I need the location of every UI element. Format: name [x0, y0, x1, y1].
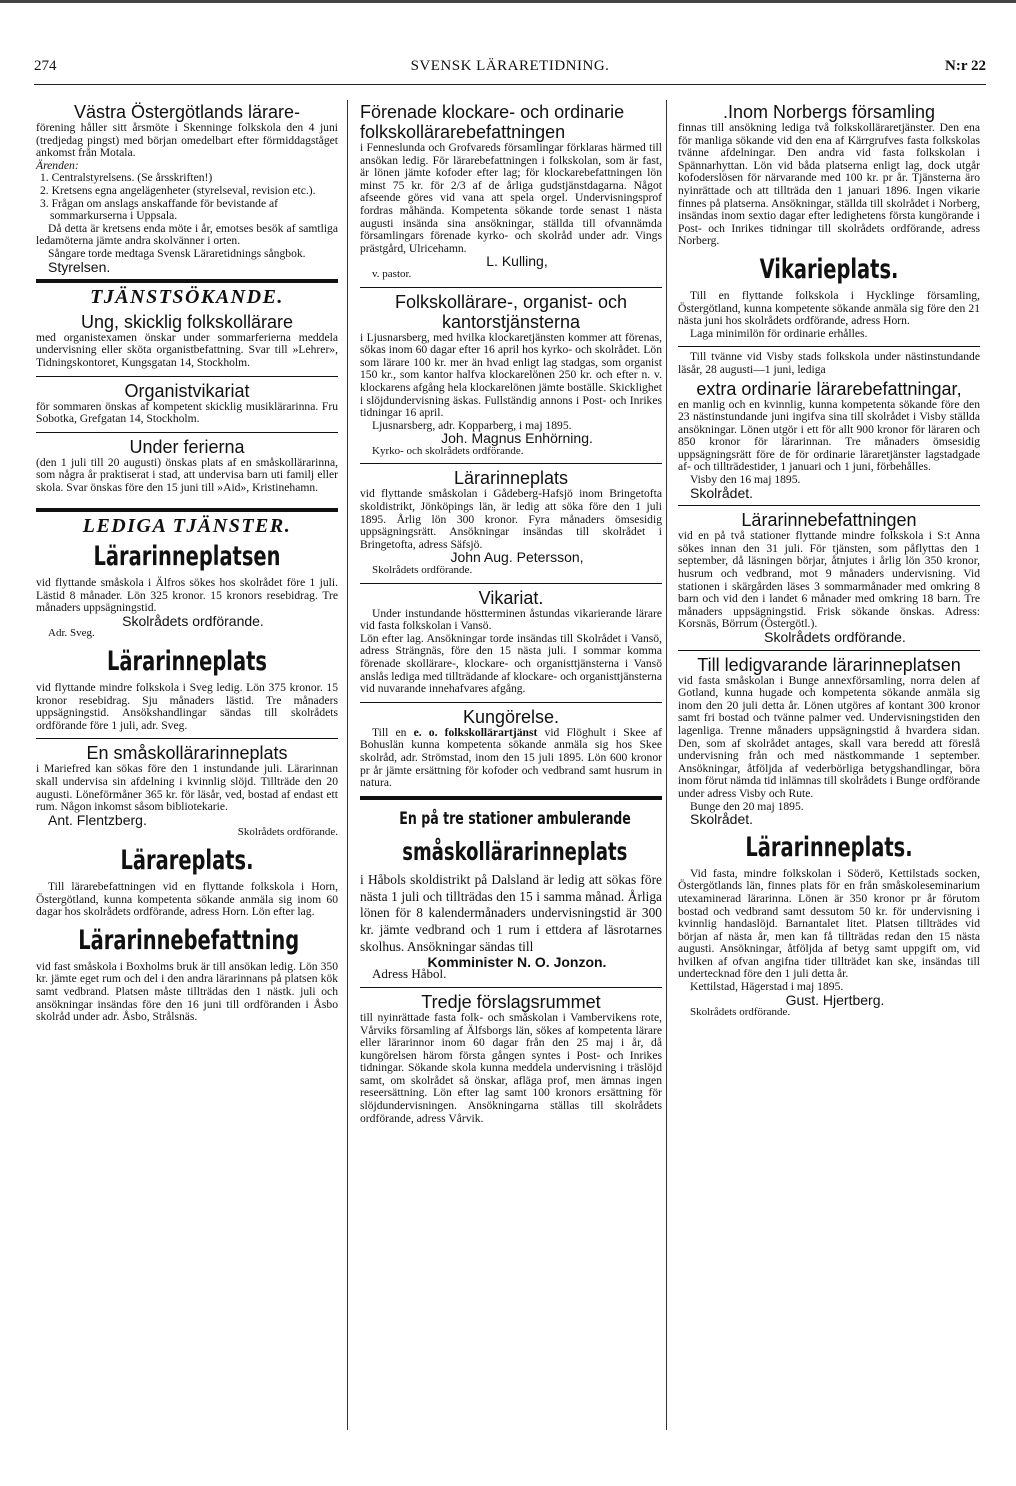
- section-rule: [36, 508, 338, 512]
- ad-signature: Komminister N. O. Jonzon.: [427, 953, 607, 970]
- ad-divider: [36, 376, 338, 377]
- ad-heading: Lärarinneplats.: [745, 831, 913, 863]
- ad-text-bold: e. o. folkskollärartjänst: [413, 725, 538, 739]
- ad-signature: Skolrådets ordförande.: [122, 612, 264, 629]
- ad-text: Vid fasta, mindre folkskolan i Söderö, Kettilstads socken, Östergötlands län, finnes plats för en från småskoleseminarium utexaminerad lärarinna. Lönen är 350 kronor pr år förutom bostad och vedbrand samt dessutom 50 kr. för undervisning i kvinnlig handaslöjd. Barnantalet litet. Platsen tillträdes vid början af nästa år, men kan få tillträdas redan den 15 nästa augusti. Ansökningar, åtföljda af betyg samt uppgift om, vid hvilken af ofvan angifna tider tillträdet kan ske, insändas till undertecknad före den 1 juli detta år.: [678, 866, 980, 981]
- ad-divider: [360, 702, 662, 703]
- column-1: [36, 100, 338, 1024]
- ad-lararinneplatsen: [36, 541, 338, 640]
- ad-vikariat: [360, 588, 662, 696]
- ad-lararinneplats-gadeberg: [360, 468, 662, 576]
- ad-heading: En småskollärarinneplats: [86, 743, 288, 764]
- ad-divider: [36, 432, 338, 433]
- ad-text: Till en: [372, 725, 414, 739]
- agenda-item: 3. Frågan om anslags anskaffande för bevistande af sommarkurserna i Uppsala.: [40, 196, 279, 223]
- ad-heading: Förenade klockare- och ordinarie folkskollärarebefattningen: [360, 102, 625, 142]
- ad-heading: Folkskollärare-, organist- och kantorstjänsterna: [394, 291, 628, 332]
- ad-ung-folkskollarare: [36, 312, 338, 370]
- ad-signature: Skolrådet.: [690, 484, 754, 501]
- ad-signature-title: Skolrådets ordförande.: [372, 564, 473, 577]
- agenda-item: 2. Kretsens egna angelägenheter (styrelseval, revision etc.).: [40, 183, 316, 197]
- notice-signature: Styrelsen.: [48, 258, 111, 275]
- ad-address: Adr. Sveg.: [48, 627, 95, 640]
- ad-text: vid flyttande mindre folkskola i Sveg ledig. Lön 375 kronor. 15 kronor resebidrag. Sju månaders lästid. Tre månaders uppsägningstid. Ansökshandlingar sändas till skolrådets ordförande före 1 juli, adr. Sveg.: [36, 681, 338, 732]
- ad-text: i Fenneslunda och Grofvareds församlingar förklaras härmed till ansökan ledig. För lärarebefattningen i folkskolan, som är fast, är lönen jämte kofoder efter lag; för klockarebefattningen lön minst 75 kr. för 2/3 af de årliga gudstjänstdagarna. Något afseende göres vid vana att spela orgel. Undervisningsprof fordras måhända. Kompetenta sökande torde senast 1 nästa augusti insända sina ansökningar, ställda till ofvannämda församlingars förenade kyrko- och skolråd under adr. Vings prästgård, Ulricehamn.: [360, 141, 662, 255]
- notice-ostergotland: [36, 102, 338, 273]
- ad-signature: Joh. Magnus Enhörning.: [441, 430, 593, 447]
- column-3: [678, 100, 980, 1019]
- ad-heading: Lärareplats.: [120, 844, 254, 876]
- section-heading-tjanstsokande: TJÄNSTSÖKANDE.: [90, 286, 284, 309]
- page-number: 274: [34, 58, 57, 74]
- ad-signature: Gust. Hjertberg.: [785, 991, 885, 1008]
- ad-place-date: Kettilstad, Hägerstad i maj 1895.: [690, 980, 844, 994]
- ad-under-ferierna: [36, 437, 338, 495]
- ad-signature-title: Kyrko- och skolrådets ordförande.: [372, 444, 524, 457]
- page-header: [34, 58, 986, 82]
- ad-heading: Lärarinneplats: [453, 468, 569, 489]
- ad-signature-title: v. pastor.: [372, 267, 412, 280]
- notice-heading: Västra Östergötlands lärare-: [73, 102, 301, 122]
- ad-heading: Ung, skicklig folkskollärare: [80, 311, 294, 332]
- ad-signature-title: Skolrådets ordförande.: [237, 826, 338, 839]
- ad-intro: Till tvänne vid Visby stads folkskola under nästinstundande läsår, 28 augusti—1 juni, lediga: [678, 350, 980, 376]
- ad-text: vid fasta småskolan i Bunge annexförsamling, norra delen af Gotland, kunna hugade och kompetenta sökande anmäla sig inom den 20 juli detta år. Lönen utgöres af kontant 300 kronor samt fri bostad och tvänne palmer ved. Undervisningstiden den lagenliga. Trenne månaders uppsägningstid å hvardera sidan. Den, som af skolrådet antages, skall vara beredd att föreslå undervisning från och med nästkommande 1 september. Ansökningar, åtföljda af vederbörliga betygshandlingar, böra inom förut nämda tid inlämnas till skolrådets i Bunge ordförande under adress Visby och Rute.: [678, 673, 980, 800]
- issue-number: N:r 22: [945, 58, 986, 74]
- ad-heading: extra ordinarie lärarebefattningar,: [696, 378, 962, 399]
- ad-lararinneplats-sveg: [36, 646, 338, 732]
- ad-lararinnebefattning: [36, 925, 338, 1024]
- ad-divider: [360, 583, 662, 584]
- ad-heading: Lärarinneplatsen: [93, 541, 281, 573]
- ad-text: i Mariefred kan sökas före den 1 instundande juli. Lärarinnan skall undervisa sin afdelning i kvinnlig slöjd. Tillträde den 20 augusti. Löneförmåner 365 kr. för läsår, ved, bostad af endast ett rum. Någon inkomst såsom bibliotekarie.: [36, 762, 338, 814]
- ad-address: Adress Håbol.: [372, 966, 447, 982]
- ad-text: vid en på två stationer flyttande mindre folkskola i S:t Anna sökes innan den 31 juli. För tjänsten, som påflyttas den 1 september, då läsningen börjar, åtnjutes i årlig lön 350 kronor, husrum och vedbrand, mot 9 månaders undervisning. Vid stationen i skärgården läses 3 sommarmånader med omkring 8 barn och vid den i landet 6 månader med omkring 18 barn. Tre månaders uppsägningstid. Frisk sökande önskas. Adress: Korsnäs, Börrum (Östergötl.).: [678, 529, 980, 631]
- ad-signature-title: Skolrådets ordförande.: [690, 1006, 791, 1019]
- ad-divider: [36, 738, 338, 739]
- ad-divider: [678, 650, 980, 651]
- ad-text: Laga minimilön för ordinarie erhålles.: [690, 326, 868, 340]
- ad-heading: .Inom Norbergs församling: [722, 102, 936, 122]
- ad-forenade-klockare: [360, 102, 662, 281]
- ad-heading: Under ferierna: [129, 436, 245, 457]
- ad-text: vid fast småskola i Boxholms bruk är till ansökan ledig. Lön 350 kr. jämte eget rum och del i den andra lärarinnans på platsen kök samt vedbrand. Platsen måste tillträdas den 1 nästk. juli och ansökningar insändas före den 16 juni till ordföranden i Åsbo skolråd under adr. Åsbo, Strålsnäs.: [36, 959, 338, 1024]
- ad-text: vid Flöghult i Skee af Bohuslän kunna kompetenta sökande anmäla sig hos Skee skolråd, adr. Strömstad, inom den 15 juli 1895. Lön 600 kronor pr år jämte ersättning för kofoder och vedbrand samt husrum in natura.: [360, 725, 662, 790]
- ad-vikarieplats: [678, 254, 980, 340]
- ad-text: med organistexamen önskar under sommarferierna meddela undervisning eller sköta organistbefattning. Svar till »Lehrer», Tidningskontoret, Kungsgatan 14, Stockholm.: [36, 330, 338, 369]
- header-rule: [34, 84, 986, 85]
- ad-divider: [360, 287, 662, 288]
- ad-bunge: [678, 655, 980, 826]
- column-divider-2: [666, 100, 667, 1430]
- ad-heading: Kungörelse.: [462, 706, 560, 727]
- ad-heading: Tredje förslagsrummet: [421, 991, 601, 1012]
- ad-text: vid flyttande småskolan i Gådeberg-Hafsjö inom Bringetofta skoldistrikt, Jönköpings län, är ledig att söka före den 1 juli 1895. Årlig lön 300 kronor. Fyra månaders ömsesidig uppsägningsrätt. Ansökningar insändas till skolrådet i Bringetofta, adress Säfsjö.: [360, 487, 662, 551]
- section-heading-lediga: LEDIGA TJÄNSTER.: [82, 515, 292, 538]
- ad-text: (den 1 juli till 20 augusti) önskas plats af en småskollärarinna, som några år praktiserat i stad, att undervisa barn uti familj eller skola. Svar önskas före den 15 juni till »Aid», Kristinehamn.: [36, 455, 338, 494]
- ad-heading: Vikariat.: [478, 587, 544, 608]
- ad-text: vid flyttande småskola i Älfros sökes hos skolrådet före 1 juli. Lästid 8 månader. Lön 325 kronor. 15 kronors resebidrag. Tre månaders uppsägningstid.: [36, 576, 338, 615]
- column-divider-1: [347, 100, 348, 1430]
- ad-visby: [678, 351, 980, 499]
- agenda-item: 1. Centralstyrelsens. (Se årsskriften!): [40, 171, 213, 185]
- arenden-label: Ärenden:: [36, 158, 79, 172]
- ad-text: en manlig och en kvinnlig, kunna kompetenta sökande före den 23 nästinstundande juni ingifva sina till skolrådet i Visby ställda ansökningar. Lönen utgör i ett för allt 900 kronor för läraren och 850 kronor för lärarinnan. Tre månaders ömsesidig uppsägningsrätt före de för ordinarie läraretjänster lagstadgade af- och tillträdestider, 1 januari och 1 juni, förbehålles.: [678, 397, 980, 474]
- page-edge: [0, 0, 1016, 3]
- ad-divider: [678, 346, 980, 347]
- ad-lararinneplats-sodero: [678, 832, 980, 1019]
- ad-heading: Vikarieplats.: [759, 253, 899, 285]
- ad-larareplats: [36, 845, 338, 919]
- ad-signature: Skolrådet.: [690, 811, 754, 828]
- notice-text: Sångare torde medtaga Svensk Läraretidnings sångbok.: [48, 246, 306, 260]
- ad-place-date: Ljusnarsberg, adr. Kopparberg, i maj 1895.: [372, 418, 572, 432]
- ad-place-date: Bunge den 20 maj 1895.: [690, 799, 804, 813]
- ad-text: finnas till ansökning lediga två folkskolläraretjänster. Den ena för manliga sökande vid den ena af Kärrgrufves fasta folkskolas tvänne afdelningar. Den andra vid fasta folkskolan i Spännarhyttan. Lön vid båda platserna enligt lag, dock utgår kofoderslösen för närvarande med 100 kr. pr år. Tjänsterna äro nyinrättade och att tillträda den 1 januari 1896. Ingen vikarie finnes på platserna. Ansökningar, ställda till skolrådet i Norberg, insändas inom sextio dagar efter ledighetens första kungörande i Post- och Inrikes tidningar till skolrådets ordförande, adress Norberg.: [678, 121, 980, 248]
- ad-heading: Organistvikariat: [124, 380, 250, 401]
- ad-signature: John Aug. Petersson,: [450, 549, 584, 566]
- ad-ambulerande: [360, 808, 662, 981]
- ad-heading: Till ledigvarande lärarinneplatsen: [697, 654, 961, 675]
- ad-text: Till lärarebefattningen vid en flyttande folkskola i Horn, Östergötland, kunna kompetenta sökande anmäla sig inom 60 dagar hos skolrådets ordförande, adress Horn. Lön efter lag.: [36, 879, 338, 919]
- ad-heading: Lärarinnebefattningen: [741, 510, 917, 531]
- ad-heading: Lärarinnebefattning: [78, 924, 300, 956]
- section-rule: [36, 279, 338, 283]
- ad-divider: [678, 505, 980, 506]
- ad-norberg: [678, 102, 980, 248]
- ad-intro: Under instundande höstterminen åstundas vikarierande lärare vid fasta folkskolan i Vansö.: [360, 606, 662, 633]
- ad-heading: småskollärarinneplats: [402, 836, 628, 866]
- ad-text: Lön efter lag. Ansökningar torde insändas till Skolrådet i Vansö, adress Strängnäs, före den 15 nästa juli. I sommar komma förenade skollärare-, klockare- och organisttjänsterna i Vansö anslås lediga med tillträdande af klockare- och organisttjänsterna vid nuvarande innehafvares afgång.: [360, 631, 662, 696]
- ad-divider: [360, 987, 662, 988]
- ad-text: för sommaren önskas af kompetent skicklig musiklärarinna. Fru Sobotka, Grefgatan 14, Stockholm.: [36, 399, 338, 426]
- ad-text: Till en flyttande folkskola i Hycklinge församling, Östergötland, kunna kompetente sökande anmäla sig före den 21 nästa juni hos skolrådets ordförande, adress Horn.: [678, 288, 980, 328]
- ad-smaskollararinneplats: [36, 743, 338, 839]
- ad-text: i Ljusnarsberg, med hvilka klockaretjänsten kommer att förenas, sökas inom 60 dagar efter 16 april hos kyrko- och skolrådet. Lön som lärare 100 kr. mer än hvad enligt lag stadgas, som organist 150 kr., som kantor halfva klockarelönen 250 kr. och efter n. v. klockarens afgång hela klockarelönen jämte boställe. Skicklighet i slöjdundervisning äskas. Fullständig annons i Post- och Inrikes tidningar 16 april.: [360, 330, 662, 420]
- ad-organistvikariat: [36, 381, 338, 426]
- ad-lararinnebefattningen: [678, 510, 980, 643]
- ad-text: i Håbols skoldistrikt på Dalsland är ledig att sökas före nästa 1 juli och tillträdas den 15 i samma månad. Årliga lönen för 8 kalendermånaders undervisningstid är 300 kr. jämte vedbrand och 1 rum i ettdera af läsrotarnes skolhus. Ansökningar sändas till: [360, 871, 662, 954]
- section-rule: [360, 796, 662, 800]
- ad-tredje-forslagsrummet: [360, 992, 662, 1125]
- ad-heading: Lärarinneplats: [107, 646, 267, 678]
- ad-signature: L. Kulling,: [486, 253, 548, 270]
- ad-heading: En på tre stationer ambulerande: [399, 808, 631, 829]
- ad-text: till nyinrättade fasta folk- och småskolan i Vambervikens rote, Vårviks församling af Älfsborgs län, sökes af kompetenta lärare eller lärarinnor inom 60 dagar från den 25 maj i år, då kungörelsen härom första gången syntes i Post- och Inrikes tidningar. Sökande skola kunna meddela undervisning i träslöjd samt, om skolrådet så önskar, afläga prof, men ämnas ingen reseersättning. Lön efter lag samt 100 kronors ersättning för slöjdundervisningen. Ansökningarna ställas till skolrådets ordförande, adress Vårvik.: [360, 1010, 662, 1125]
- journal-title: SVENSK LÄRARETIDNING.: [410, 58, 610, 74]
- notice-text: förening håller sitt årsmöte i Skenninge folkskola den 4 juni (tredjedag pingst) med början omedelbart efter förmiddagståget ankomst från Motala.: [36, 121, 338, 160]
- ad-divider: [360, 463, 662, 464]
- ad-kungorelse: [360, 707, 662, 790]
- ad-place-date: Visby den 16 maj 1895.: [690, 473, 801, 487]
- ad-signature: Ant. Flentzberg.: [48, 811, 147, 828]
- ad-folkskollarare-organist: [360, 292, 662, 458]
- agenda-list: [36, 172, 338, 222]
- ad-signature: Skolrådets ordförande.: [764, 629, 906, 645]
- column-2: [360, 100, 662, 1125]
- notice-text: Då detta är kretsens enda möte i år, emotses besök af samtliga ledamöterna jämte andra skolvänner i orten.: [36, 221, 338, 248]
